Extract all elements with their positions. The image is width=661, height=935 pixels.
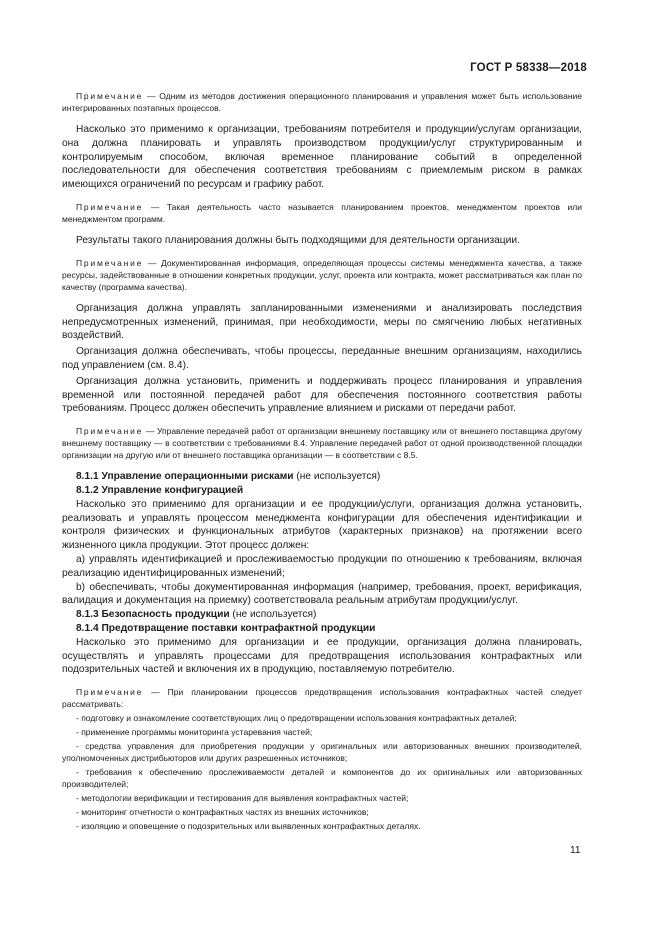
document-header: ГОСТ Р 58338—2018 xyxy=(470,62,587,74)
note-paragraph: Примечание — Документированная информация, определяющая процессы системы менеджмента качества, а также ресурсы, задействованные в отношении конкретных продукции, услуг, проекта или контракта, может рассматриваться как план по качеству (программа качества). xyxy=(62,257,582,292)
note-list-item: - подготовку и ознакомление соответствующих лиц о предотвращении использования контрафактных деталей; xyxy=(76,713,517,724)
body-paragraph: Результаты такого планирования должны быть подходящими для деятельности организации. xyxy=(76,234,520,246)
list-item: а) управлять идентификацией и прослеживаемостью продукции по отношению к требованиям, включая реализацию идентифицированных изменений; xyxy=(62,553,582,579)
body-paragraph: Насколько это применимо для организации и ее продукции, организация должна планировать, осуществлять и управлять процессами для предотвращения использования контрафактных или подозрительных частей и включения их в продукцию, поставляемую потребителю. xyxy=(62,636,582,676)
note-paragraph: Примечание — Одним из методов достижения операционного планирования и управления может быть использование интегрированных поэтапных процессов. xyxy=(62,91,582,113)
body-paragraph: Организация должна установить, применить и поддерживать процесс планирования и управления временной или постоянной передачей работ для обеспечения постоянного соответствия работы требованиям. Процесс должен обеспечить управление влиянием и рисками от передачи работ. xyxy=(62,375,582,415)
page-number: 11 xyxy=(570,845,581,856)
note-label: Примечание xyxy=(76,426,144,437)
note-list-item: - мониторинг отчетности о контрафактных частях из внешних источников; xyxy=(76,807,369,818)
body-paragraph: Организация должна обеспечивать, чтобы процессы, переданные внешним организациям, находились под управлением (см. 8.4). xyxy=(62,346,582,371)
note-paragraph: Примечание — При планировании процессов предотвращения использования контрафактных частей следует рассматривать: xyxy=(62,687,582,710)
note-list-item: - методологии верификации и тестирования для выявления контрафактных частей; xyxy=(76,793,409,804)
section-heading-8-1-3: 8.1.3 Безопасность продукции (не используется) xyxy=(76,609,317,621)
body-paragraph: Насколько это применимо для организации и ее продукции/услуги, организация должна установить, реализовать и управлять процессом менеджмента конфигурации для обеспечения идентификации и контроля физических и функциональных атрибутов (характерных признаков) на протяжении всего жизненного цикла продукции. Этот процесс должен: xyxy=(62,498,582,552)
note-label: Примечание xyxy=(76,257,144,268)
section-heading-8-1-1: 8.1.1 Управление операционными рисками (не используется) xyxy=(76,471,381,483)
note-list-item: - применение программы мониторинга устаревания частей; xyxy=(76,727,313,738)
note-list-item: - средства управления для приобретения продукции у оригинальных или авторизованных внешних производителей, уполномоченных дистрибьюторов или других разрешенных источников; xyxy=(62,741,582,764)
body-paragraph: Насколько это применимо к организации, требованиям потребителя и продукции/услугам организации, она должна планировать и управлять производством продукции/услуг структурированным и контролируемым способом, включая временное планирование событий в определенной последовательности для обеспечения соответствия требованиям с приемлемым риском в рамках имеющихся ограничений по ресурсам и графику работ. xyxy=(62,124,582,191)
section-heading-8-1-4: 8.1.4 Предотвращение поставки контрафактной продукции xyxy=(76,622,376,634)
note-paragraph: Примечание — Управление передачей работ от организации внешнему поставщику или от внешнего поставщика другому внешнему поставщику — в соответствии с требованиями 8.4. Управление передачей работ от одной производственной площадки организации на другую или от внешнего поставщика организации — в соответствии с 8.5. xyxy=(62,426,582,461)
note-paragraph: Примечание — Такая деятельность часто называется планированием проектов, менеджментом проектов или менеджментом программ. xyxy=(62,201,582,224)
note-label: Примечание xyxy=(76,687,144,698)
note-list-item: - изоляцию и оповещение о подозрительных или выявленных контрафактных деталях. xyxy=(76,821,421,832)
note-label: Примечание xyxy=(76,201,144,212)
note-label: Примечание xyxy=(76,91,144,101)
list-item: b) обеспечивать, чтобы документированная информация (например, требования, проект, верификация, валидация и документация на приемку) соответствовала реальным атрибутам продукции/услуг. xyxy=(62,581,582,607)
body-paragraph: Организация должна управлять запланированными изменениями и анализировать последствия непредусмотренных изменений, принимая, при необходимости, меры по смягчению любых негативных воздействий. xyxy=(62,302,582,342)
section-heading-8-1-2: 8.1.2 Управление конфигурацией xyxy=(76,484,244,496)
note-list-item: - требования к обеспечению прослеживаемости деталей и компонентов до их оригинальных или авторизованных производителей; xyxy=(62,767,582,790)
page-content xyxy=(62,90,582,832)
